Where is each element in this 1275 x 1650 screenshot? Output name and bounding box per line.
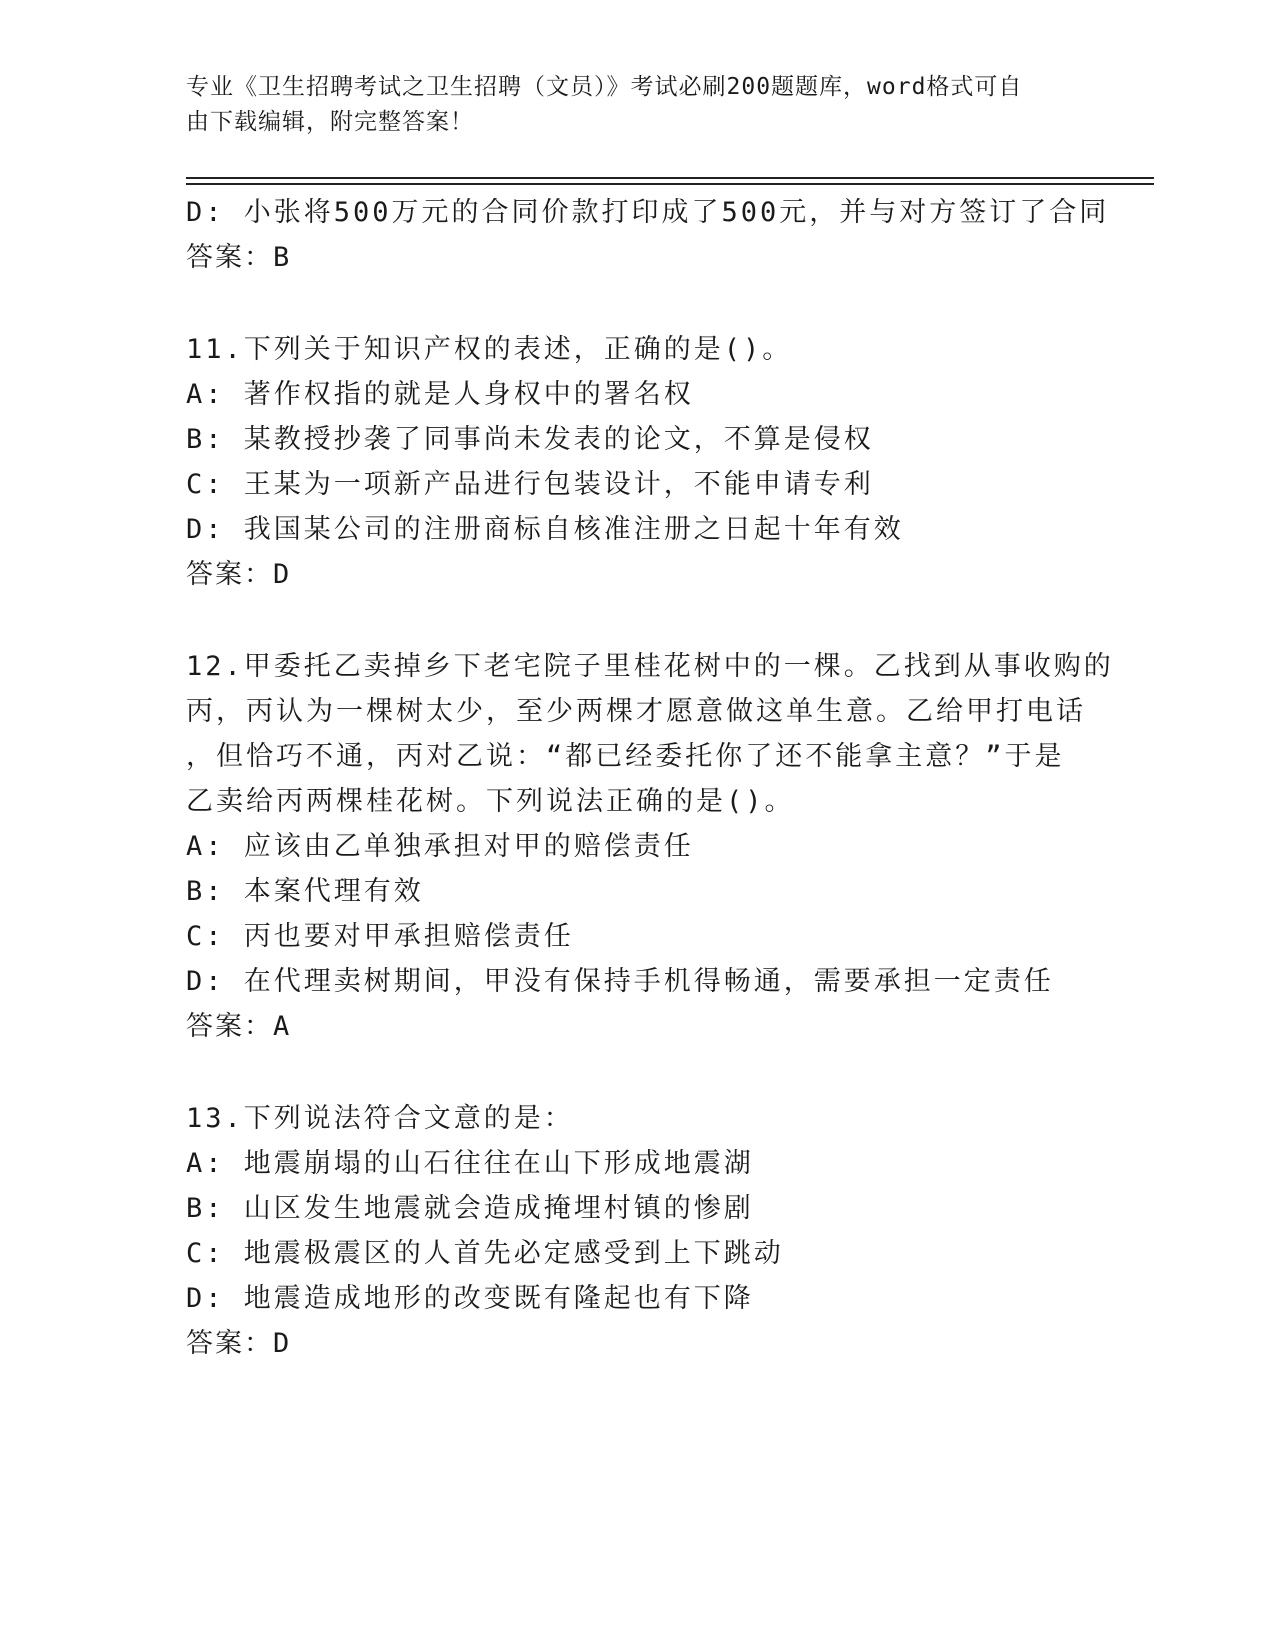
header-divider-bottom <box>186 183 1154 185</box>
spacer <box>186 280 1086 327</box>
question-12 <box>186 644 1114 1049</box>
option-c: C: 地震极震区的人首先必定感受到上下跳动 <box>186 1238 784 1269</box>
answer-line: 答案：D <box>186 559 292 590</box>
question-content <box>186 190 1114 1366</box>
question-stem: ，但恰巧不通，丙对乙说：“都已经委托你了还不能拿主意？”于是 <box>186 741 1065 772</box>
option-a: A: 地震崩塌的山石往往在山下形成地震湖 <box>186 1148 754 1179</box>
question-stem: 乙卖给丙两棵桂花树。下列说法正确的是()。 <box>186 786 795 817</box>
option-b: B: 本案代理有效 <box>186 876 424 907</box>
document-header <box>186 70 1086 140</box>
spacer <box>186 597 1086 644</box>
option-d: D: 在代理卖树期间，甲没有保持手机得畅通，需要承担一定责任 <box>186 966 1054 997</box>
option-b: B: 某教授抄袭了同事尚未发表的论文，不算是侵权 <box>186 424 874 455</box>
answer-line: 答案：D <box>186 1328 292 1359</box>
option-c: C: 丙也要对甲承担赔偿责任 <box>186 921 574 952</box>
question-stem: 13.下列说法符合文意的是： <box>186 1103 574 1134</box>
previous-question-tail <box>186 190 1110 280</box>
question-13 <box>186 1096 1086 1366</box>
option-c: C: 王某为一项新产品进行包装设计，不能申请专利 <box>186 469 874 500</box>
option-a: A: 著作权指的就是人身权中的署名权 <box>186 379 694 410</box>
question-11 <box>186 327 1086 597</box>
option-a: A: 应该由乙单独承担对甲的赔偿责任 <box>186 831 694 862</box>
option-d: D: 地震造成地形的改变既有隆起也有下降 <box>186 1283 754 1314</box>
option-b: B: 山区发生地震就会造成掩埋村镇的惨剧 <box>186 1193 754 1224</box>
option-d: D: 小张将500万元的合同价款打印成了500元，并与对方签订了合同 <box>186 197 1110 228</box>
option-d: D: 我国某公司的注册商标自核准注册之日起十年有效 <box>186 514 904 545</box>
header-divider-top <box>186 177 1154 179</box>
header-line-1: 专业《卫生招聘考试之卫生招聘（文员）》考试必刷200题题库，word格式可自 <box>186 74 1023 100</box>
spacer <box>186 1049 1086 1096</box>
question-stem: 丙，丙认为一棵树太少，至少两棵才愿意做这单生意。乙给甲打电话 <box>186 696 1086 727</box>
header-line-2: 由下载编辑，附完整答案！ <box>186 109 474 135</box>
answer-line: 答案：B <box>186 242 292 273</box>
answer-line: 答案：A <box>186 1011 292 1042</box>
question-stem: 12.甲委托乙卖掉乡下老宅院子里桂花树中的一棵。乙找到从事收购的 <box>186 651 1114 682</box>
question-stem: 11.下列关于知识产权的表述，正确的是()。 <box>186 334 793 365</box>
